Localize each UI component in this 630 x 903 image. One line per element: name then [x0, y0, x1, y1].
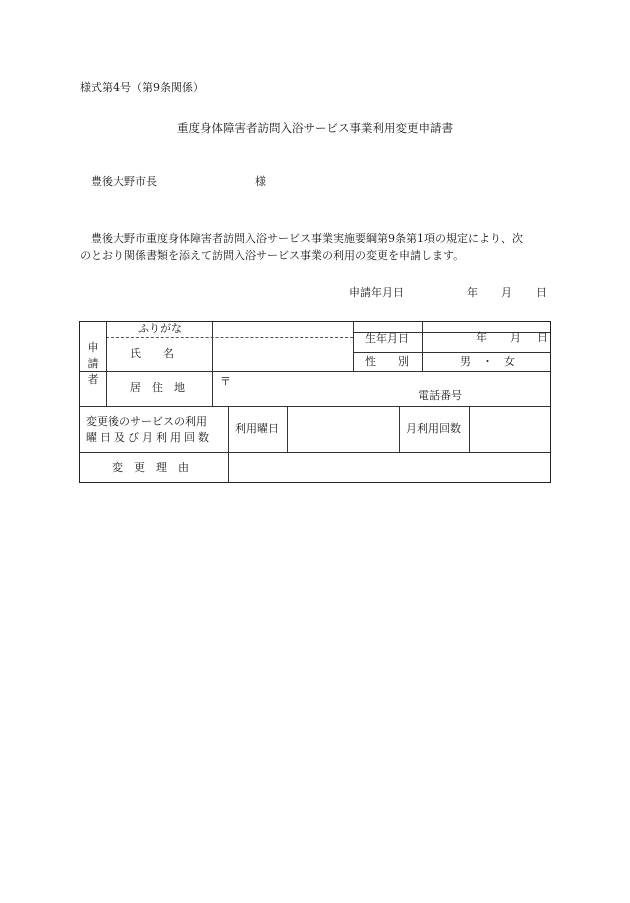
birth-day: 日	[537, 331, 548, 344]
document-title: 重度身体障害者訪問入浴サービス事業利用変更申請書	[177, 121, 453, 135]
row-divider	[80, 371, 550, 372]
service-change-label-line-2: 曜日及び月利用回数	[86, 431, 212, 444]
addressee-honorific: 様	[255, 175, 266, 188]
column-divider	[422, 322, 423, 371]
furigana-dashed-divider	[106, 337, 353, 338]
row-divider	[80, 406, 550, 407]
application-date-month: 月	[501, 286, 512, 299]
phone-label: 電話番号	[418, 389, 462, 402]
birth-date-label: 生年月日	[365, 332, 409, 345]
column-divider	[287, 406, 288, 452]
application-date-label: 申請年月日	[349, 286, 404, 299]
addressee-name: 豊後大野市長	[91, 175, 157, 188]
column-divider	[399, 406, 400, 452]
row-divider	[80, 452, 550, 453]
service-change-label-line-1: 変更後のサービスの利用	[86, 415, 207, 428]
row-divider	[354, 352, 550, 353]
application-form-table	[79, 321, 551, 483]
applicant-label: 申請者	[87, 341, 99, 386]
column-divider	[228, 406, 229, 482]
body-text-line-2: のとおり関係書類を添えて訪問入浴サービス事業の利用の変更を申請します。	[80, 249, 465, 262]
column-divider	[106, 322, 107, 406]
address-label: 居 住 地	[130, 381, 185, 394]
application-date-day: 日	[536, 286, 547, 299]
body-text-line-1: 豊後大野市重度身体障害者訪問入浴サービス事業実施要綱第9条第1項の規定により、次	[91, 232, 523, 245]
monthly-count-label: 月利用回数	[406, 422, 461, 435]
birth-month: 月	[510, 331, 521, 344]
birth-year: 年	[476, 331, 487, 344]
column-divider	[469, 406, 470, 452]
postal-mark: 〒	[220, 375, 231, 388]
sex-label: 性 別	[365, 355, 409, 368]
form-number: 様式第4号（第9条関係）	[80, 81, 204, 94]
column-divider	[353, 322, 354, 371]
furigana-label: ふりがな	[138, 322, 182, 335]
usage-days-label: 利用曜日	[235, 422, 279, 435]
sex-options: 男 ・ 女	[460, 355, 515, 368]
column-divider	[212, 322, 213, 406]
change-reason-label: 変 更 理 由	[112, 461, 189, 474]
name-label: 氏 名	[130, 347, 174, 360]
application-date-year: 年	[467, 286, 478, 299]
